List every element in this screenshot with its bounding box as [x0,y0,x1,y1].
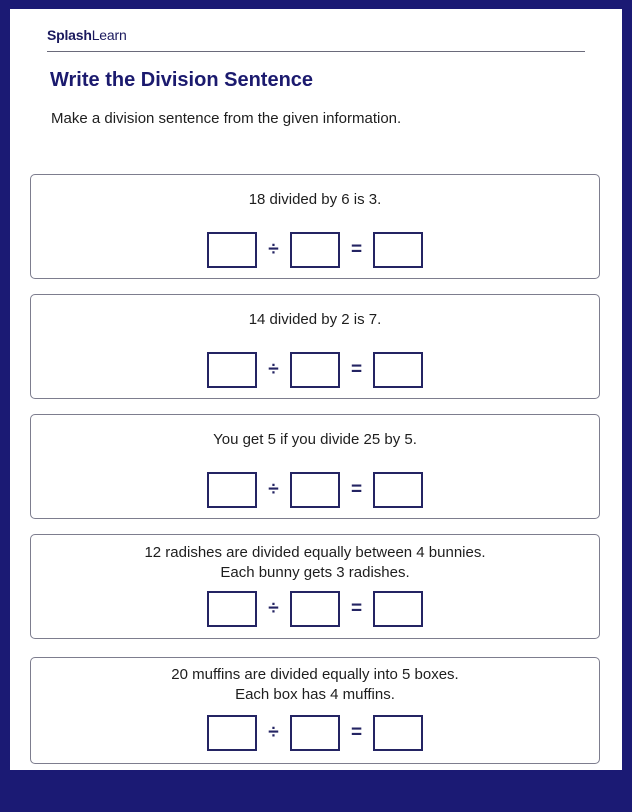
problem-text-line-2: Each box has 4 muffins. [235,686,395,703]
brand-logo [47,27,127,43]
worksheet [10,9,622,770]
quotient-box[interactable] [373,232,423,268]
divisor-box[interactable] [290,591,340,627]
divide-sign: ÷ [268,479,279,500]
equals-sign: = [350,479,363,500]
divisor-box[interactable] [290,472,340,508]
quotient-box[interactable] [373,715,423,751]
problem-card-2 [30,294,600,399]
division-equation [31,472,599,508]
divisor-box[interactable] [290,232,340,268]
problem-card-5 [30,657,600,764]
problem-text: 18 divided by 6 is 3. [248,191,382,208]
problem-card-1 [30,174,600,279]
dividend-box[interactable] [207,232,257,268]
division-equation [31,352,599,388]
problem-text: You get 5 if you divide 25 by 5. [213,431,417,448]
divisor-box[interactable] [290,352,340,388]
page-title: Write the Division Sentence [50,69,314,91]
dividend-box[interactable] [207,715,257,751]
problem-text-line-2: Each bunny gets 3 radishes. [220,564,410,581]
equals-sign: = [350,359,363,380]
divisor-box[interactable] [290,715,340,751]
header-divider [47,51,585,52]
problem-text-line-1: 12 radishes are divided equally between 4 bunnies. [144,544,486,561]
divide-sign: ÷ [268,359,279,380]
divide-sign: ÷ [268,239,279,260]
equals-sign: = [350,598,363,619]
divide-sign: ÷ [268,598,279,619]
quotient-box[interactable] [373,352,423,388]
quotient-box[interactable] [373,472,423,508]
dividend-box[interactable] [207,472,257,508]
instructions: Make a division sentence from the given information. [51,110,402,127]
problem-card-3 [30,414,600,519]
division-equation [31,232,599,268]
equals-sign: = [350,722,363,743]
divide-sign: ÷ [268,722,279,743]
dividend-box[interactable] [207,352,257,388]
brand-bold: Splash [47,27,92,43]
quotient-box[interactable] [373,591,423,627]
problem-text-line-1: 20 muffins are divided equally into 5 boxes. [171,666,459,683]
division-equation [31,715,599,751]
brand-light: Learn [91,27,127,43]
dividend-box[interactable] [207,591,257,627]
division-equation [31,591,599,627]
equals-sign: = [350,239,363,260]
problem-card-4 [30,534,600,639]
problem-text: 14 divided by 2 is 7. [248,311,382,328]
